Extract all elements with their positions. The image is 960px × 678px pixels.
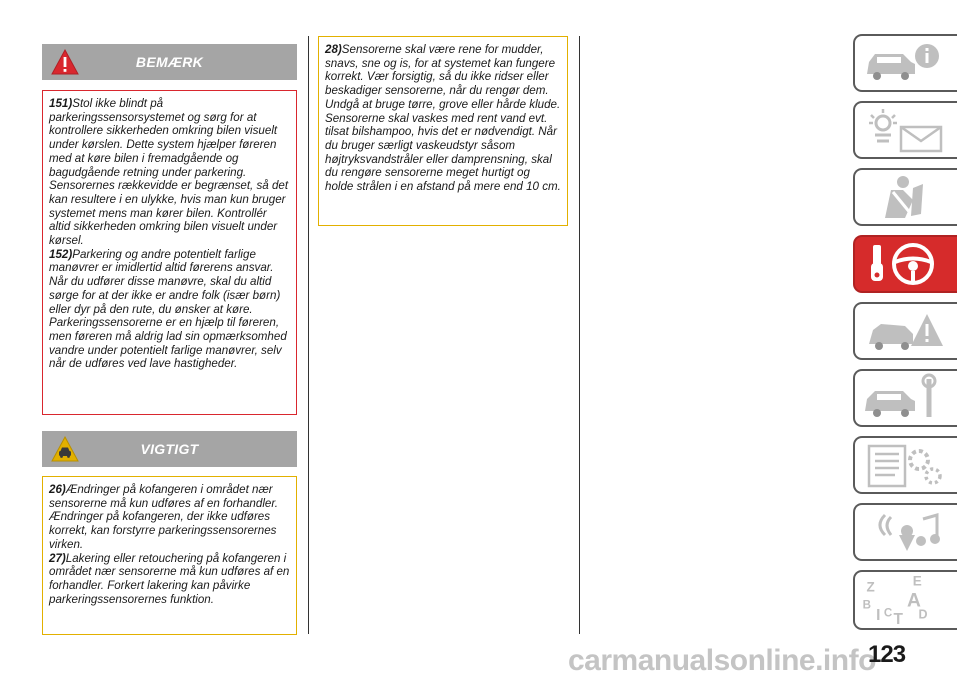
svg-text:Z: Z [866,579,875,595]
note-number: 28) [325,43,342,56]
warning-triangle-icon [50,47,80,77]
note-number: 152) [49,247,73,261]
note-text: Stol ikke blindt på parkeringssensorsystemet og sørg for at kontrollere sikkerheden omkring bilen visuelt under kørslen. Dette system hjælper føreren med at køre bilen i fremadgående og bagudgående retning under parkering. Sensorernes rækkevidde er begrænset, så det kan resultere i en ulykke, hvis man kun bruger systemet mens man kører bilen. Kontrollér altid sikkerheden omkring bilen visuelt under kørsel. [49,97,289,248]
note-text: Parkering og andre potentielt farlige manøvrer er imidlertid altid førerens ansvar. Når du udfører disse manøvre, skal du altid sørge for at der ikke er andre folk (især børn) eller dyr på den rute, du ønsker at køre. Parkeringssensorerne er en hjælp til føreren, men føreren må aldrig lad sin opmærksomhed vandre under potentielt farlige manøvrer, selv når de udføres ved lave hastigheder. [49,247,287,371]
note-26 [49,483,290,552]
svg-text:A: A [906,590,921,612]
page-number: 123 [868,641,906,668]
technical-data-icon [855,438,957,492]
column-divider [308,36,309,634]
tab-seat-safety[interactable] [853,168,957,226]
seat-safety-icon [855,170,957,224]
alphabetical-index-icon [855,572,957,626]
column-divider [579,36,580,634]
tab-multimedia[interactable] [853,503,957,561]
multimedia-icon [855,505,957,559]
note-27 [49,552,290,607]
car-info-icon [855,36,957,90]
svg-text:C: C [883,607,893,620]
svg-text:E: E [912,573,922,589]
note-28 [325,43,561,194]
note-number: 26) [49,483,66,496]
note-text: Sensorerne skal være rene for mudder, snavs, sne og is, for at systemet kan fungere korrekt. Vær forsigtig, så du ikke ridser eller beskadiger sensorerne, når du rengør dem. Undgå at bruge tørre, grove eller hårde klude. Sensorerne skal vaskes med rent vand evt. tilsat bilshampoo, hvis det er nødvendigt. Når du bruger særligt vaskeudstyr såsom højtryksvandstråler eller damprensning, skal du rengøre sensorerne meget hurtigt og holde strålen i en afstand på mere end 10 cm. [325,43,561,194]
car-emergency-icon [855,304,957,358]
dashboard-lights-icon [855,103,957,157]
key-steering-wheel-icon [855,237,957,291]
svg-text:I: I [876,607,881,625]
tab-car-info[interactable] [853,34,957,92]
note-152 [49,248,290,371]
bemaerk-title: BEMÆRK [135,54,204,70]
vigtigt-note-box-continued [318,36,568,226]
vigtigt-header [42,431,297,467]
svg-text:T: T [893,611,903,626]
tab-technical-data[interactable] [853,436,957,494]
car-maintenance-icon [855,371,957,425]
note-text: Lakering eller retouchering på kofangeren i området nær sensorerne må kun udføres af en forhandler. Forkert lakering kan påvirke parkeringssensorernes funktion. [49,551,290,606]
svg-text:B: B [862,599,871,612]
note-number: 151) [49,97,73,110]
car-warning-icon [50,434,80,464]
bemaerk-header [42,44,297,80]
tab-emergency[interactable] [853,302,957,360]
tab-dashboard-lights[interactable] [853,101,957,159]
tab-starting-driving[interactable] [853,235,957,293]
vigtigt-title: VIGTIGT [140,441,199,457]
note-number: 27) [49,551,66,565]
vigtigt-note-box [42,476,297,635]
note-151 [49,97,290,248]
note-text: Ændringer på kofangeren i området nær sensorerne må kun udføres af en forhandler. Ændringer på kofangeren, der ikke udføres korrekt, kan forstyrre parkeringssensorernes virken. [49,483,278,551]
tab-maintenance[interactable] [853,369,957,427]
tab-alphabetical-index[interactable] [853,570,957,630]
watermark: carmanualsonline.info [568,644,876,677]
bemaerk-note-box [42,90,297,415]
svg-text:D: D [918,607,928,622]
